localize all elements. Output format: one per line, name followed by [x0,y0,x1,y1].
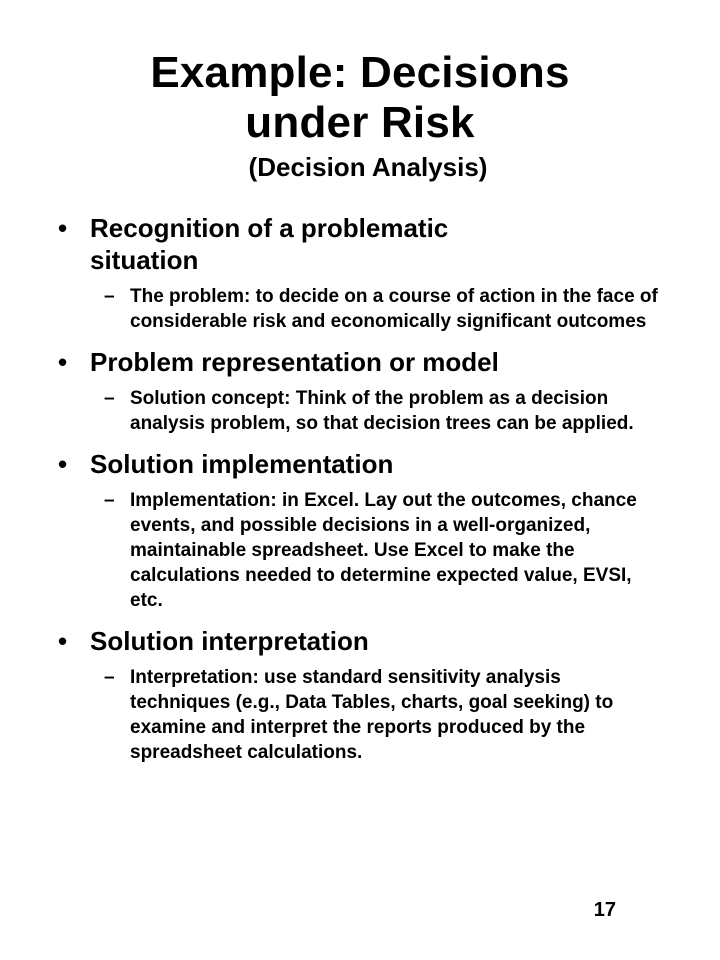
bullet-heading-continued: situation [90,245,199,275]
bullet-heading: Solution interpretation [90,626,369,656]
bullet-dot-icon: • [58,449,68,479]
dash-icon: – [104,490,115,511]
bullet-item [56,346,666,378]
slide-subtitle: (Decision Analysis) [248,152,488,182]
sub-bullet-text: Implementation: in Excel. Lay out the outcomes, chance events, and possible decisions in a well-organized, maintainable spreadsheet. Use Excel to make the calculations needed to determine expected value, EVSI, etc. [130,490,637,611]
slide-title [0,48,720,184]
sub-bullet-text: The problem: to decide on a course of action in the face of considerable risk and economically significant outcomes [130,286,658,332]
sub-bullet-item [56,284,666,334]
sub-bullet-item [56,386,666,436]
bullet-list [56,212,666,777]
bullet-heading: Recognition of a problematic [90,213,449,243]
sub-bullet-text: Solution concept: Think of the problem as a decision analysis problem, so that decision trees can be applied. [130,388,634,434]
title-line-2: under Risk [245,98,475,147]
dash-icon: – [104,286,115,307]
dash-icon: – [104,388,115,409]
bullet-dot-icon: • [58,626,68,656]
sub-bullet-item [56,488,666,613]
dash-icon: – [104,667,115,688]
bullet-heading: Solution implementation [90,449,394,479]
bullet-dot-icon: • [58,347,68,377]
bullet-heading: Problem representation or model [90,347,499,377]
bullet-item [56,625,666,657]
sub-bullet-item [56,665,666,765]
page-number: 17 [593,899,616,921]
bullet-item [56,212,666,276]
bullet-item [56,448,666,480]
title-line-1: Example: Decisions [150,48,570,97]
sub-bullet-text: Interpretation: use standard sensitivity analysis techniques (e.g., Data Tables, charts, goal seeking) to examine and interpret the reports produced by the spreadsheet calculations. [130,667,614,763]
bullet-dot-icon: • [58,213,68,243]
